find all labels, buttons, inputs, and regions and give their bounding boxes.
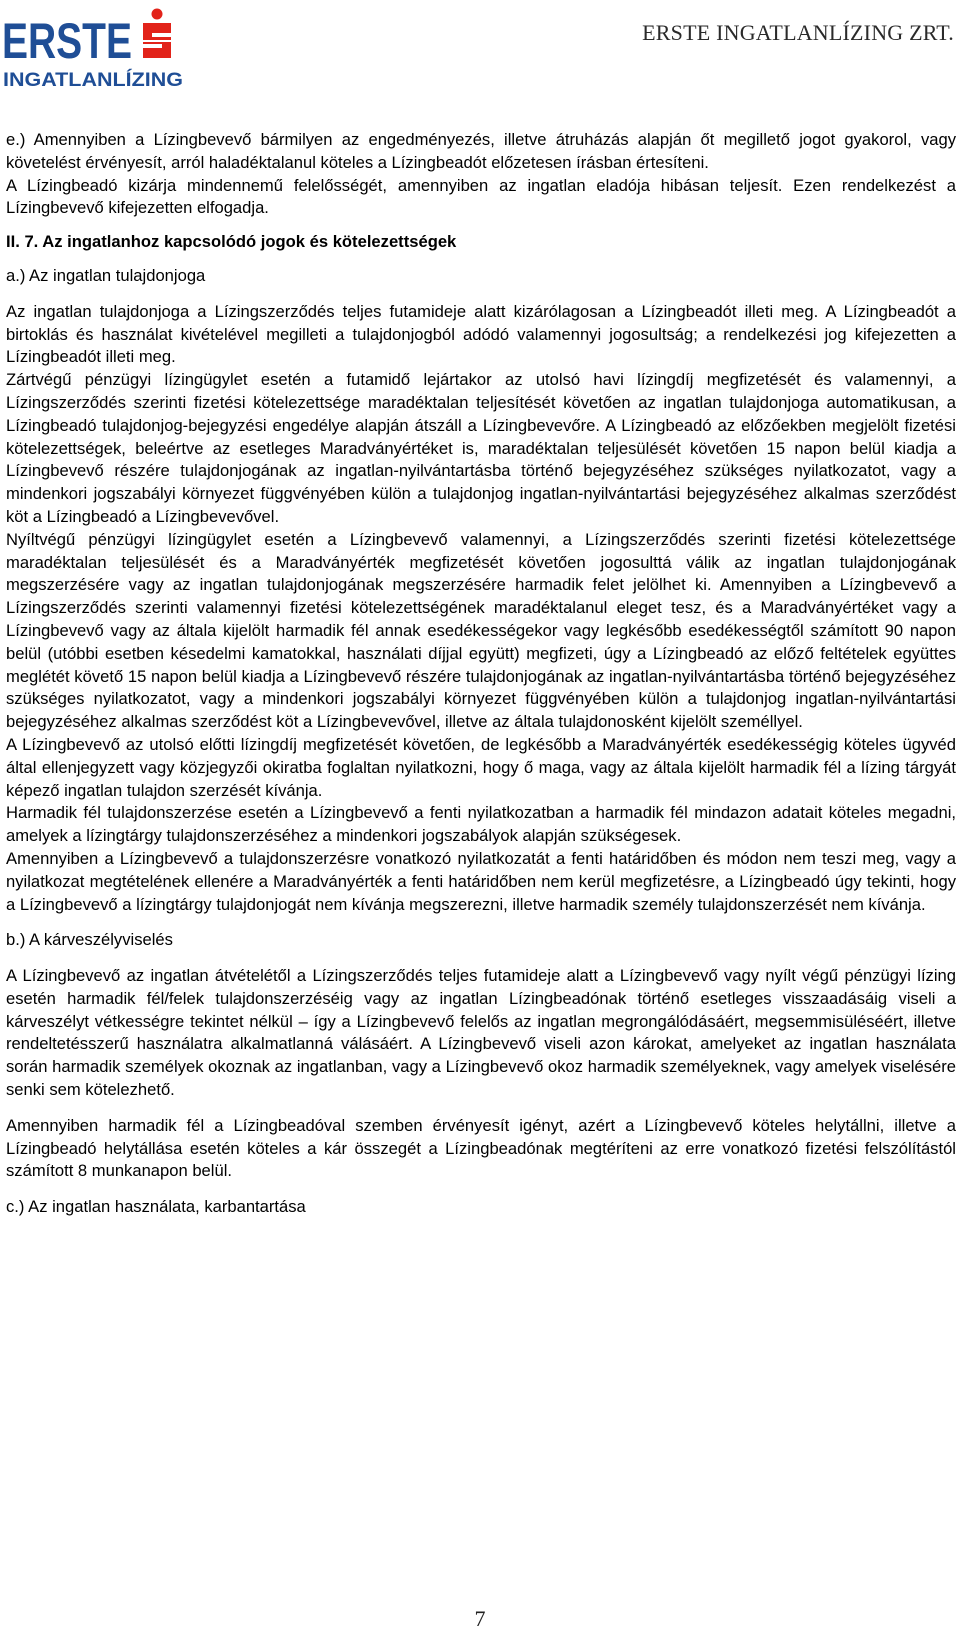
svg-text:ERSTE: ERSTE <box>2 13 132 69</box>
subsection-c-heading: c.) Az ingatlan használata, karbantartása <box>6 1197 306 1217</box>
paragraph-a-open-end: Nyíltvégű pénzügyi lízingügylet esetén a Lízingbevevő valamennyi, a Lízingszerződés szerinti fizetési kötelezettsége maradéktalan teljesülését és a Maradványérték megfizetését követően jogosulttá válik az ingatlan tulajdonjogának megszerzésére vagy az ingatlan tulajdonjogának megszerzésére harmadik felet jelölhet ki. Amennyiben a Lízingbevevő a Lízingszerződés szerinti valamennyi fizetési kötelezettségének maradéktalanul eleget tesz, és a Maradványértéket vagy a Lízingbevevő vagy az általa kijelölt harmadik fél annak esedékességekor vagy legkésőbb esedékességtől számított 90 napon belül (utóbbi esetben késedelmi kamatokkal, használati díjjal együtt) megfizeti, úgy a Lízingbeadó az előző feltételek együttes meglétét követő 15 napon belül kiadja a Lízingbevevő részére tulajdonjogának az ingatlan-nyilvántartásba történő bejegyzéséhez szükséges nyilatkozatot, vagy a mindenkori jogszabályi környezet függvényében külön a tulajdonjog ingatlan-nyilvántartási bejegyzéséhez alkalmas szerződést köt a Lízingbevevővel, illetve az általa tulajdonosként kijelölt személlyel. <box>6 529 956 732</box>
company-name: ERSTE INGATLANLÍZING ZRT. <box>642 20 954 45</box>
subsection-a-heading: a.) Az ingatlan tulajdonjoga <box>6 265 206 285</box>
paragraph-e-liability: A Lízingbeadó kizárja mindennemű felelősségét, amennyiben az ingatlan eladója hibásan teljesít. Ezen rendelkezést a Lízingbevevő kifejezetten elfogadja. <box>6 175 956 218</box>
paragraph-b-third-party-claims: Amennyiben harmadik fél a Lízingbeadóval szemben érvényesít igényt, azért a Lízingbevevő köteles helytállni, illetve a Lízingbeadó helytállása esetén köteles a kár összegét a Lízingbeadónak megtéríteni az erre vonatkozó fizetési felszólítástól számított 8 munkanapon belül. <box>6 1115 956 1181</box>
paragraph-a-declaration: A Lízingbevevő az utolsó előtti lízingdíj megfizetését követően, de legkésőbb a Maradványérték esedékességig köteles ügyvéd által ellenjegyzett vagy közjegyzői okiratba foglaltan nyilatkozni, hogy ő maga, vagy az általa kijelölt harmadik fél a lízing tárgyát képező ingatlan tulajdon szerzését kívánja. <box>6 734 956 800</box>
brand-s-symbol-icon <box>143 9 171 59</box>
paragraph-a-third-party: Harmadik fél tulajdonszerzése esetén a Lízingbevevő a fenti nyilatkozatban a harmadik fél mindazon adatait köteles megadni, amelyek a lízingtárgy tulajdonszerzéséhez a mindenkori jogszabályok alapján szükségesek. <box>6 803 956 846</box>
section-heading: II. 7. Az ingatlanhoz kapcsolódó jogok és kötelezettségek <box>6 232 457 252</box>
subsection-b-heading: b.) A kárveszélyviselés <box>6 930 173 950</box>
paragraph-a-ownership: Az ingatlan tulajdonjoga a Lízingszerződés teljes futamideje alatt kizárólagosan a Lízingbeadót illeti meg. A Lízingbeadót a birtoklás és használat kivételével megilleti a tulajdonjogból adódó valamennyi jogosultság; a rendelkezési jog kifejezetten a Lízingbeadót illeti meg. <box>6 301 956 367</box>
document-body <box>6 129 956 1219</box>
paragraph-b-risk: A Lízingbevevő az ingatlan átvételétől a Lízingszerződés teljes futamideje alatt a Lízingbevevő vagy nyílt végű pénzügyi lízing esetén harmadik fél/felek tulajdonszerzéséig vagy az ingatlan Lízingbeadónak történő esetleges visszaadásáig viseli a kárveszélyt vétkességre tekintet nélkül – így a Lízingbevevő felelős az ingatlan megrongálódásáért, megsemmisüléséért, illetve rendeltetésszerű használatra alkalmatlanná válásáért. A Lízingbevevő viseli azon károkat, amelyeket az ingatlan használata során harmadik személyek okoznak az ingatlanban, vagy a Lízingbevevő okoz harmadik személyeknek, vagy amelyek viselésére senki sem kötelezhető. <box>6 966 956 1100</box>
page-number: 7 <box>474 1606 486 1631</box>
paragraph-a-no-declaration: Amennyiben a Lízingbevevő a tulajdonszerzésre vonatkozó nyilatkozatát a fenti határidőben és módon nem teszi meg, vagy a nyilatkozat megtételének ellenére a Maradványérték a fenti határidőben nem kerül megfizetésre, a Lízingbeadó úgy tekinti, hogy a Lízingbevevő a lízingtárgy tulajdonjogát nem kívánja megszerezni, illetve harmadik személy tulajdonszerzését nem kívánja. <box>6 848 956 914</box>
svg-text:INGATLANLÍZING: INGATLANLÍZING <box>3 70 163 90</box>
erste-logo <box>0 6 186 90</box>
paragraph-a-closed-end: Zártvégű pénzügyi lízingügylet esetén a futamidő lejártakor az utolsó havi lízingdíj megfizetését és valamennyi, a Lízingszerződés szerinti fizetési kötelezettsége maradéktalan teljesítését követően az ingatlan tulajdonjoga automatikusan, a Lízingbeadó tulajdonjog-bejegyzési engedélye alapján átszáll a Lízingbevevőre. A Lízingbeadó az előzőekben megjelölt fizetési kötelezettségek, beleértve az esetleges Maradványértéket is, maradéktalan teljesülését követően 15 napon belül kiadja a Lízingbevevő részére tulajdonjogának az ingatlan-nyilvántartásba történő bejegyzéséhez szükséges nyilatkozatot, vagy a mindenkori jogszabályi környezet függvényében külön a tulajdonjog ingatlan-nyilvántartási bejegyzéséhez alkalmas szerződést köt a Lízingbeadó a Lízingbevevővel. <box>6 370 956 526</box>
page-header <box>0 0 960 100</box>
paragraph-e-assignment: e.) Amennyiben a Lízingbevevő bármilyen az engedményezés, illetve átruházás alapján őt megillető jogot gyakorol, vagy követelést érvényesít, arról haladéktalanul köteles a Lízingbeadót előzetesen írásban értesíteni. <box>6 130 956 172</box>
